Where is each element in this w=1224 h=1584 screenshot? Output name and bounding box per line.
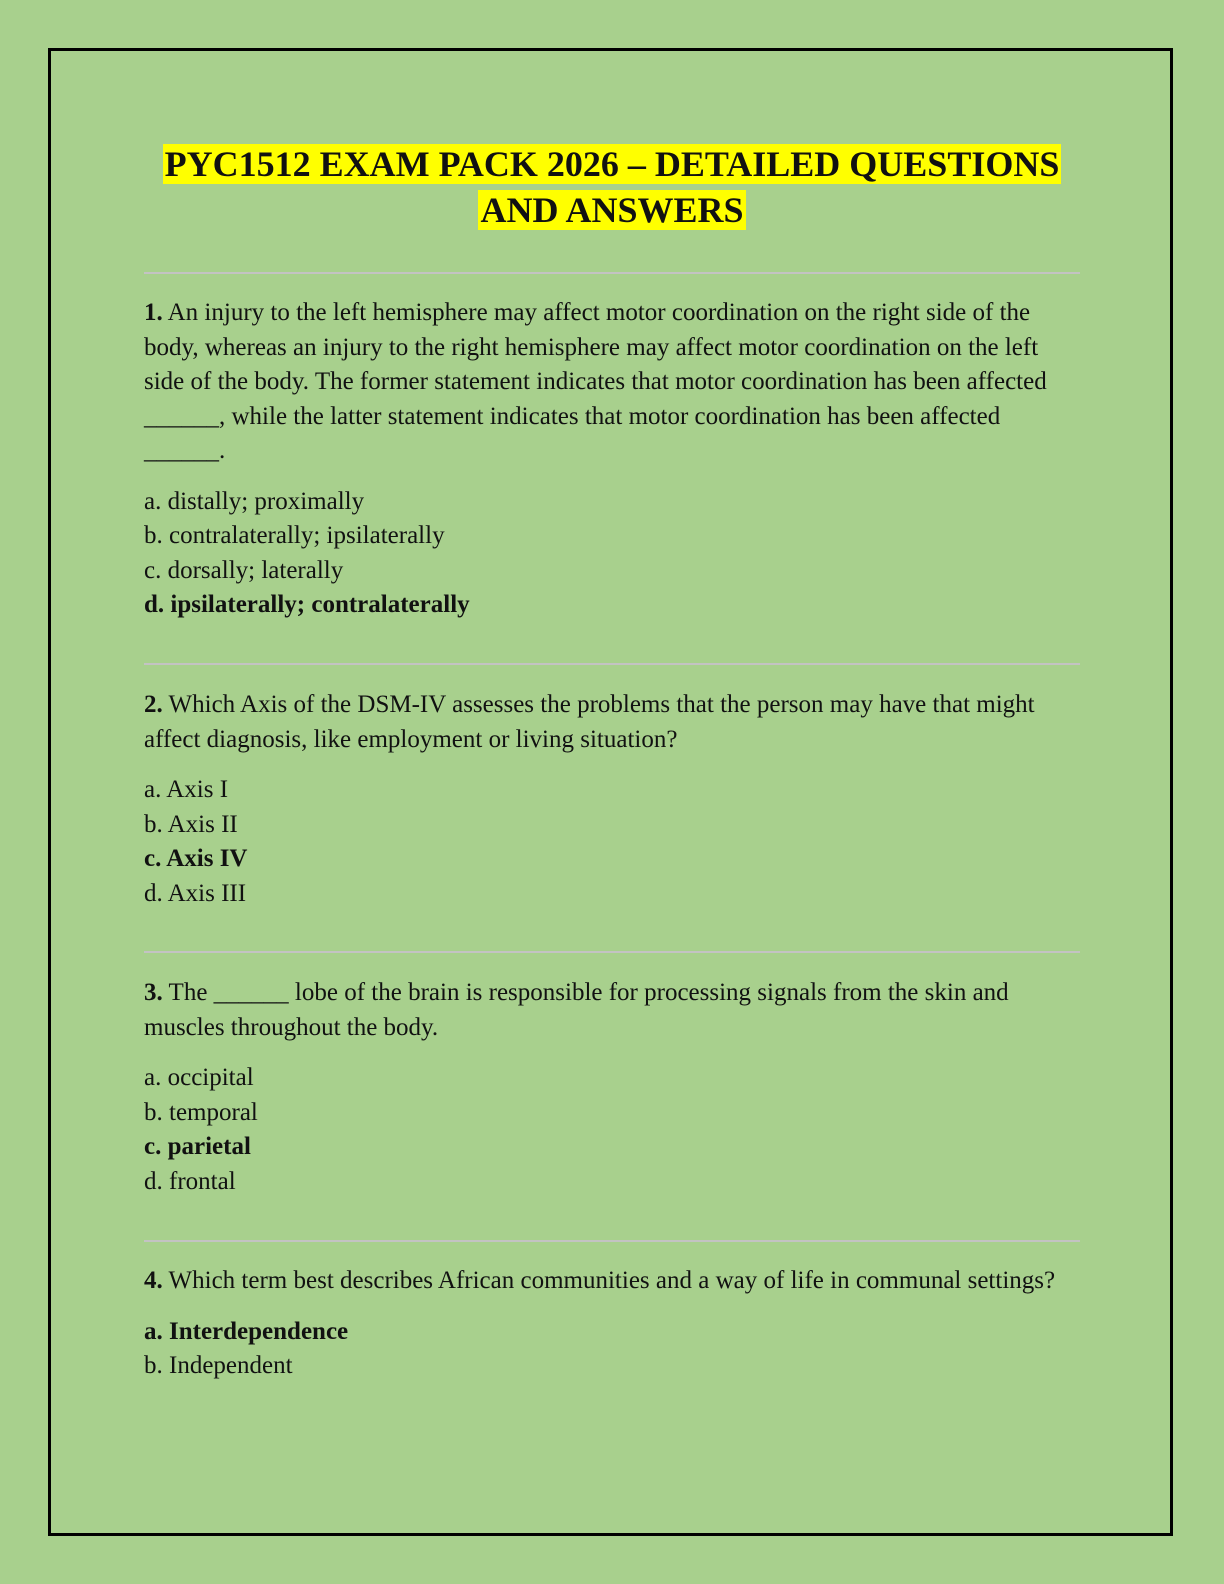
question-body: Which term best describes African communities and a way of life in communal settings?	[162, 1267, 1056, 1294]
answer-option: d. frontal	[144, 1167, 236, 1195]
question-4	[144, 1264, 1080, 1384]
title-line-2: AND ANSWERS	[480, 190, 744, 230]
question-text	[144, 688, 1080, 757]
answer-option: b. Independent	[144, 1352, 293, 1379]
correct-answer-option: d. ipsilaterally; contralaterally	[144, 591, 470, 618]
answer-option: a. occipital	[144, 1064, 254, 1091]
answer-option: b. temporal	[144, 1098, 258, 1126]
question-text	[144, 976, 1080, 1045]
correct-answer-option: c. Axis IV	[144, 845, 248, 872]
answer-options	[144, 1061, 1080, 1199]
question-number: 1.	[144, 299, 163, 326]
question-body: The ______ lobe of the brain is responsible for processing signals from the skin and muscles throughout the body.	[144, 979, 1009, 1041]
answer-option: a. distally; proximally	[144, 487, 365, 515]
divider	[144, 1240, 1080, 1242]
answer-option: b. Axis II	[144, 810, 238, 838]
question-number: 4.	[144, 1267, 163, 1294]
answer-options	[144, 485, 1080, 623]
answer-options	[144, 773, 1080, 911]
answer-option: c. dorsally; laterally	[144, 556, 344, 584]
divider	[144, 951, 1080, 953]
question-text	[144, 1264, 1080, 1299]
document-title	[144, 141, 1080, 233]
question-2	[144, 688, 1080, 911]
answer-option: b. contralaterally; ipsilaterally	[144, 522, 445, 549]
question-number: 2.	[144, 691, 163, 718]
question-3	[144, 976, 1080, 1199]
answer-options	[144, 1315, 1080, 1384]
correct-answer-option: c. parietal	[144, 1133, 251, 1160]
title-line-1: PYC1512 EXAM PACK 2026 – DETAILED QUESTIONS	[164, 144, 1060, 184]
correct-answer-option: a. Interdependence	[144, 1317, 349, 1345]
question-body: Which Axis of the DSM-IV assesses the problems that the person may have that might affect diagnosis, like employment or living situation?	[144, 691, 1035, 753]
divider	[144, 663, 1080, 665]
question-number: 3.	[144, 979, 163, 1006]
answer-option: a. Axis I	[144, 776, 229, 803]
answer-option: d. Axis III	[144, 879, 247, 907]
question-1	[144, 296, 1080, 623]
divider	[144, 272, 1080, 274]
question-text	[144, 296, 1080, 469]
question-body: An injury to the left hemisphere may affect motor coordination on the right side of the body, whereas an injury to the right hemisphere may affect motor coordination on the left side of the body. The former statement indicates that motor coordination has been affected ______, while the latter statement indicates that motor coordination has been affected ______.	[144, 299, 1047, 464]
